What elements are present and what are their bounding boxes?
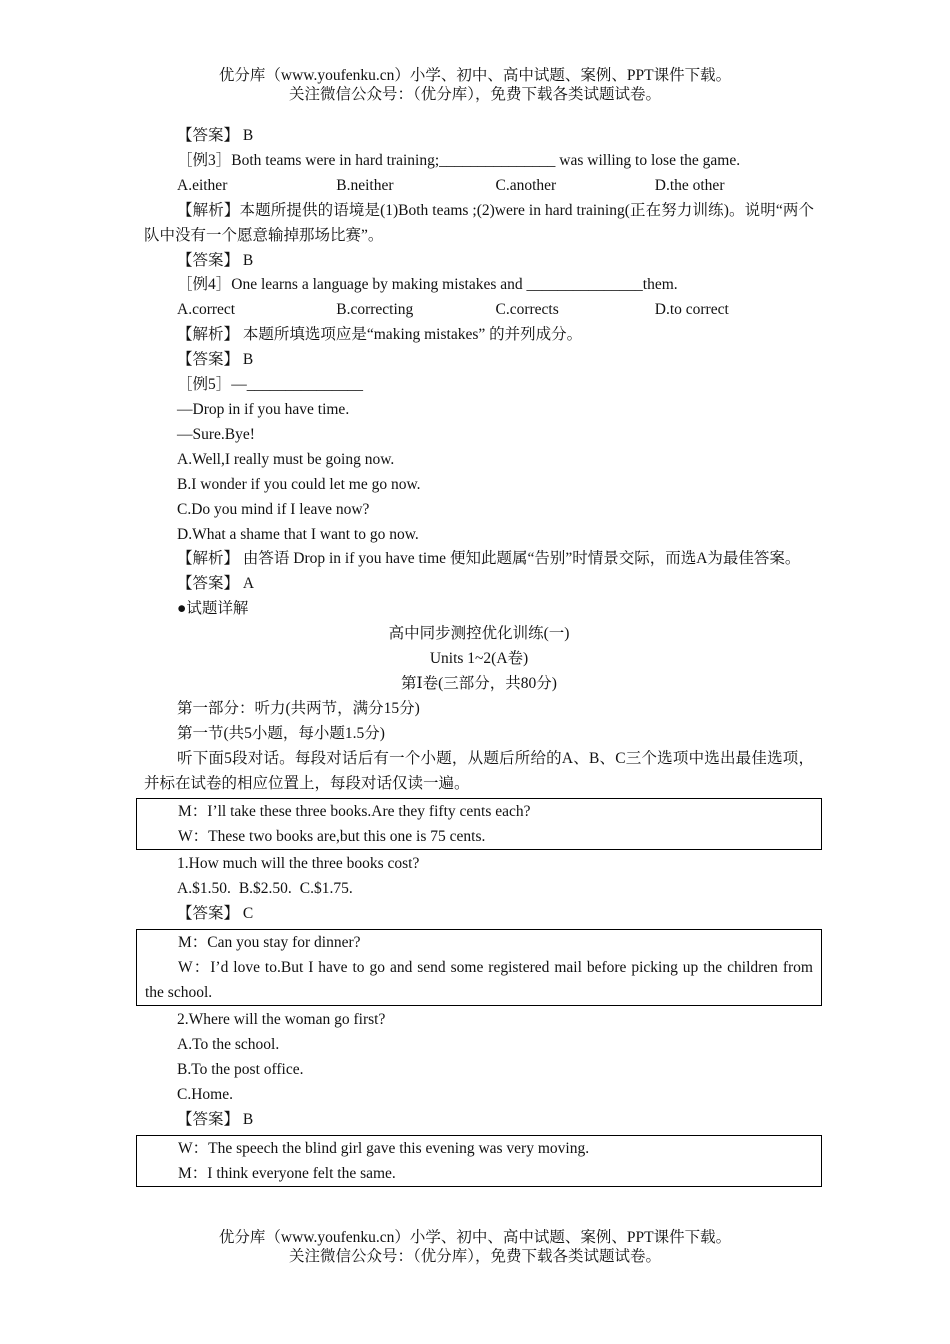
- option-d: D.to correct: [654, 301, 729, 319]
- question-1: 1.How much will the three books cost?: [177, 855, 420, 873]
- part-1-heading: 第一部分：听力(共两节，满分15分): [177, 699, 420, 717]
- header-line-2: 关注微信公众号：（优分库），免费下载各类试题试卷。: [288, 86, 661, 103]
- question-1-options: [144, 877, 814, 902]
- option-d: D.the other: [654, 176, 725, 194]
- question-2: 2.Where will the woman go first?: [177, 1011, 386, 1029]
- example-3-question: ［例3］Both teams were in hard training;_______________ was willing to lose the game.: [177, 151, 741, 169]
- example-5-option-b: B.I wonder if you could let me go now.: [177, 475, 421, 493]
- example-5-option-d: D.What a shame that I want to go now.: [177, 525, 419, 543]
- section-1-heading: 第一节(共5小题，每小题1.5分): [177, 724, 385, 742]
- example-4-answer: 【答案】 B: [177, 351, 254, 369]
- dialog-line: W：These two books are,but this one is 75 cents.: [178, 828, 486, 846]
- example-3-options: [144, 174, 814, 199]
- title-3: 第Ⅰ卷(三部分，共80分): [401, 674, 557, 692]
- example-3-answer: 【答案】 B: [177, 251, 254, 269]
- option-b: B.neither: [336, 176, 394, 194]
- document-body: [144, 124, 814, 1189]
- example-5-option-c: C.Do you mind if I leave now?: [177, 500, 370, 518]
- question-2-option-c: C.Home.: [177, 1085, 233, 1103]
- example-5-answer: 【答案】 A: [177, 575, 255, 593]
- section-mark: ●试题详解: [177, 600, 249, 618]
- dialog-line: M：I’ll take these three books.Are they fifty cents each?: [178, 803, 531, 821]
- question-1-answer: 【答案】 C: [177, 905, 254, 923]
- dialog-box-3: [136, 1135, 822, 1187]
- example-5-line-2: —Drop in if you have time.: [177, 400, 350, 418]
- dialog-line: W：I’d love to.But I have to go and send some registered mail before picking up the children from the school.: [145, 959, 813, 1002]
- option-c: C.$1.75.: [299, 880, 353, 898]
- dialog-line: M：I think everyone felt the same.: [178, 1164, 396, 1182]
- example-3-analysis: 【解析】本题所提供的语境是(1)Both teams ;(2)were in hard training(正在努力训练)。说明“两个队中没有一个愿意输掉那场比赛”。: [144, 201, 814, 244]
- page-footer: [0, 1228, 950, 1266]
- answer-prev: 【答案】 B: [177, 127, 254, 144]
- option-a: A.$1.50.: [177, 880, 231, 898]
- example-5-option-a: A.Well,I really must be going now.: [177, 450, 395, 468]
- dialog-box-1: [136, 798, 822, 850]
- option-a: A.correct: [177, 301, 236, 319]
- option-b: B.$2.50.: [238, 880, 292, 898]
- example-5-line-3: —Sure.Bye!: [177, 425, 255, 443]
- option-c: C.corrects: [495, 301, 559, 319]
- instructions: 听下面5段对话。每段对话后有一个小题，从题后所给的A、B、C三个选项中选出最佳选项，并标在试卷的相应位置上，每段对话仅读一遍。: [144, 749, 814, 792]
- page-header: [0, 66, 950, 104]
- question-2-option-a: A.To the school.: [177, 1036, 280, 1054]
- question-2-option-b: B.To the post office.: [177, 1061, 304, 1078]
- example-4-options: [144, 298, 814, 323]
- option-a: A.either: [177, 176, 228, 194]
- footer-line-1: 优分库（www.youfenku.cn）小学、初中、高中试题、案例、PPT课件下载。: [218, 1229, 732, 1246]
- dialog-line: W：The speech the blind girl gave this evening was very moving.: [178, 1139, 590, 1157]
- example-5-analysis: 【解析】 由答语 Drop in if you have time 便知此题属“告别”时情景交际，而选A为最佳答案。: [177, 550, 801, 568]
- example-4-question: ［例4］One learns a language by making mistakes and _______________them.: [177, 276, 678, 294]
- title-1: 高中同步测控优化训练(一): [388, 625, 570, 643]
- footer-line-2: 关注微信公众号：（优分库），免费下载各类试题试卷。: [288, 1248, 661, 1265]
- option-b: B.correcting: [336, 301, 414, 319]
- example-4-analysis: 【解析】 本题所填选项应是“making mistakes” 的并列成分。: [177, 326, 583, 344]
- question-2-answer: 【答案】 B: [177, 1110, 254, 1128]
- dialog-box-2: [136, 929, 822, 1006]
- option-c: C.another: [495, 176, 557, 194]
- dialog-line: M：Can you stay for dinner?: [178, 934, 361, 952]
- title-2: Units 1~2(A卷): [429, 650, 529, 668]
- header-line-1: 优分库（www.youfenku.cn）小学、初中、高中试题、案例、PPT课件下载。: [218, 67, 732, 84]
- example-5-question: ［例5］—_______________: [177, 376, 364, 394]
